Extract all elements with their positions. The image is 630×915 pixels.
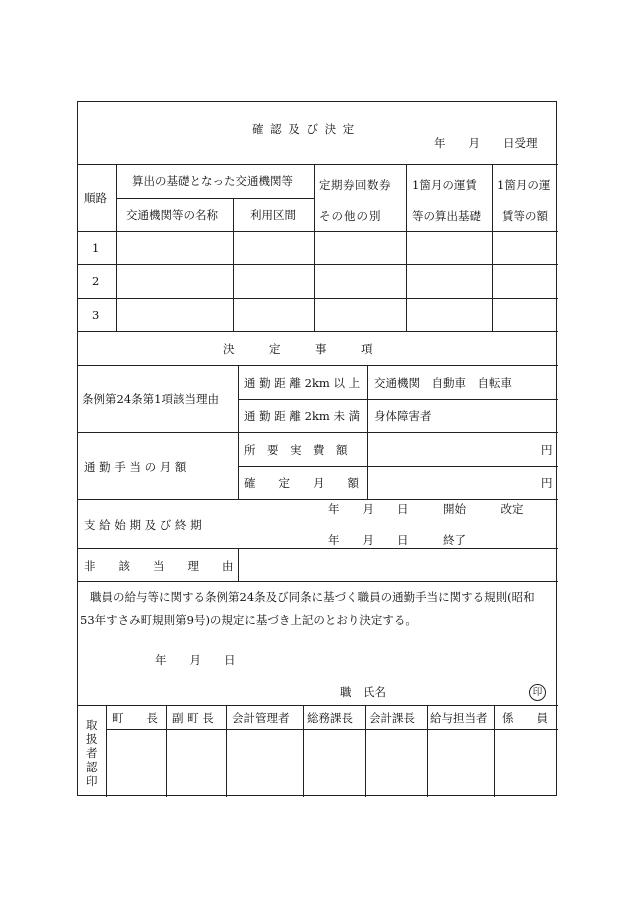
route-row-number: 1 <box>92 241 100 255</box>
route-row-number: 3 <box>92 308 100 322</box>
yen-unit: 円 <box>541 476 553 490</box>
fare-amount-header-2: 賃等の額 <box>502 209 548 223</box>
decision-heading: 決 定 事 項 <box>223 342 373 356</box>
official-name-label: 職 氏名 <box>340 685 386 699</box>
allowance-label: 通 勤 手 当 の 月 額 <box>84 460 187 474</box>
receipt-date: 年 月 日受理 <box>434 136 538 150</box>
route-row-number: 2 <box>92 274 100 288</box>
statement-line-1: 職員の給与等に関する条例第24条及び同条に基づく職員の通勤手当に関する規則(昭和 <box>90 590 535 604</box>
role-general-affairs-chief: 総務課長 <box>307 711 353 725</box>
transport-name-header: 交通機関等の名称 <box>126 208 218 222</box>
distance-over-label: 通 勤 距 離 2km 以 上 <box>244 376 361 390</box>
approver-label-char: 者 <box>86 746 98 760</box>
approver-label-char: 印 <box>86 774 98 788</box>
period-start: 年 月 日 開始 改定 <box>328 502 524 516</box>
form-title: 確 認 及 び 決 定 <box>252 122 356 136</box>
role-accounting-chief: 会計課長 <box>369 711 415 725</box>
fare-amount-header-1: 1箇月の運 <box>497 178 551 192</box>
approver-label-char: 認 <box>86 760 98 774</box>
pass-type-header-1: 定期券回数券 <box>319 178 391 192</box>
decision-form <box>77 101 557 796</box>
section-header: 利用区間 <box>250 208 296 222</box>
period-end: 年 月 日 終了 <box>328 533 466 547</box>
pass-type-header-2: その他の別 <box>319 209 382 223</box>
fare-basis-header-1: 1箇月の運賃 <box>412 178 477 192</box>
reason-label: 条例第24条第1項該当理由 <box>82 392 219 406</box>
approver-label-char: 取 <box>86 718 98 732</box>
statement-line-2: 53年すさみ町規則第9号)の規定に基づき上記のとおり決定する。 <box>80 613 417 627</box>
nonapplicable-label: 非 該 当 理 由 <box>84 559 234 573</box>
role-mayor: 町 長 <box>112 711 158 725</box>
role-deputy-mayor: 副 町 長 <box>172 711 214 725</box>
yen-unit: 円 <box>541 443 553 457</box>
required-cost-label: 所 要 実 費 額 <box>244 443 348 457</box>
distance-under-option: 身体障害者 <box>374 409 432 423</box>
role-accounting-manager: 会計管理者 <box>232 711 290 725</box>
distance-over-options: 交通機関 自動車 自転車 <box>374 376 512 390</box>
period-label: 支 給 始 期 及 び 終 期 <box>84 518 202 532</box>
seal-mark: 印 <box>529 684 546 701</box>
fare-basis-header-2: 等の算出基礎 <box>412 209 481 223</box>
statement-date: 年 月 日 <box>155 653 236 667</box>
confirmed-amount-label: 確 定 月 額 <box>244 476 359 490</box>
route-header: 順路 <box>84 191 107 205</box>
approver-label-char: 扱 <box>86 732 98 746</box>
role-staff: 係 員 <box>502 711 548 725</box>
distance-under-label: 通 勤 距 離 2km 未 満 <box>244 409 361 423</box>
basis-header: 算出の基礎となった交通機関等 <box>132 174 293 188</box>
role-payroll-officer: 給与担当者 <box>430 711 488 725</box>
